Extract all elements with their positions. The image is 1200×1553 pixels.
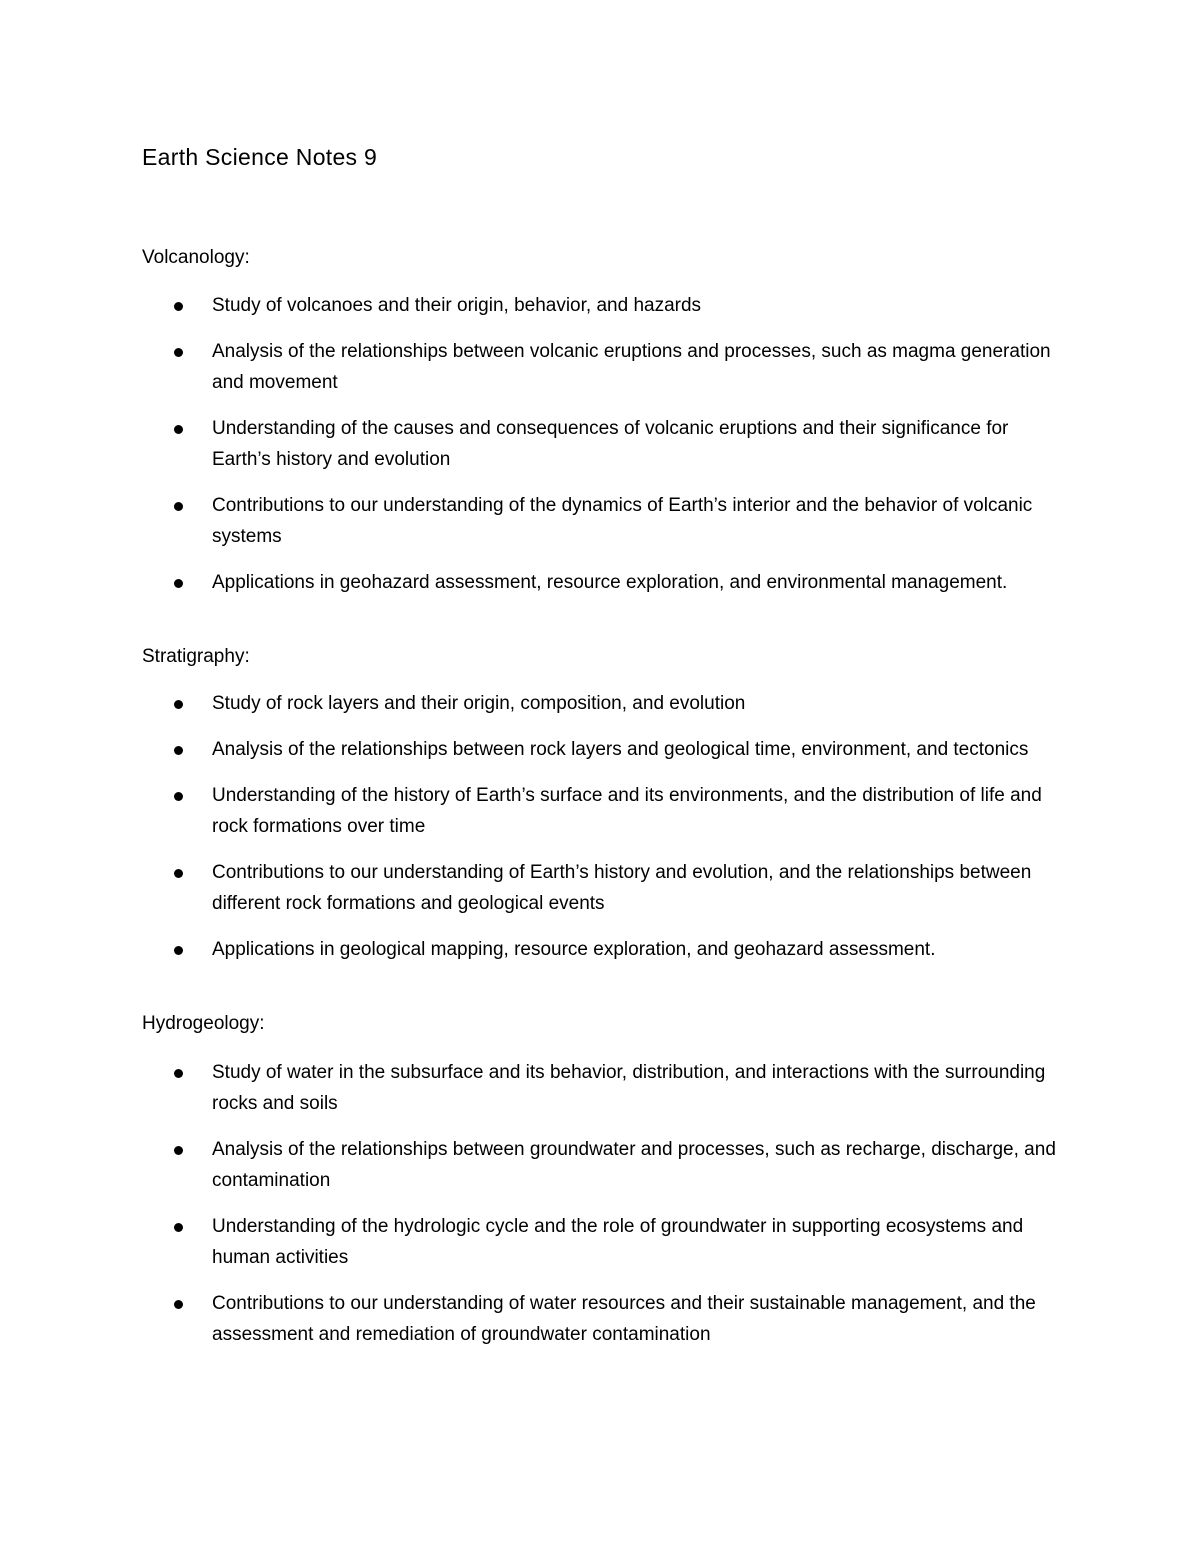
list-item: [0, 780, 1072, 842]
bullet-text: Study of volcanoes and their origin, behavior, and hazards: [212, 295, 702, 316]
bullet-icon: [174, 579, 183, 588]
list-item: [0, 857, 1072, 919]
bullet-text: Applications in geohazard assessment, resource exploration, and environmental management.: [212, 572, 1008, 593]
list-item: [0, 290, 1072, 321]
bullet-text: Understanding of the causes and consequences of volcanic eruptions and their significance for Earth’s history and evolution: [212, 418, 1009, 470]
list-item: [0, 1211, 1072, 1273]
list-item: [0, 1057, 1072, 1119]
list-item: [0, 413, 1072, 475]
section-heading-hydrogeology: Hydrogeology:: [142, 1013, 265, 1034]
bullet-icon: [174, 792, 183, 801]
section-heading-stratigraphy: Stratigraphy:: [142, 646, 250, 667]
bullet-icon: [174, 946, 183, 955]
bullet-text: Contributions to our understanding of water resources and their sustainable management, and the assessment and remediation of groundwater contamination: [212, 1293, 1036, 1345]
bullet-icon: [174, 348, 183, 357]
bullet-icon: [174, 1223, 183, 1232]
bullet-list-hydrogeology: [0, 1057, 1200, 1365]
bullet-text: Contributions to our understanding of the dynamics of Earth’s interior and the behavior of volcanic systems: [212, 495, 1033, 547]
bullet-text: Analysis of the relationships between rock layers and geological time, environment, and tectonics: [212, 739, 1029, 760]
bullet-icon: [174, 302, 183, 311]
bullet-list-volcanology: [0, 290, 1200, 613]
list-item: [0, 934, 1072, 965]
list-item: [0, 1134, 1072, 1196]
list-item: [0, 490, 1072, 552]
bullet-icon: [174, 746, 183, 755]
list-item: [0, 336, 1072, 398]
bullet-icon: [174, 1300, 183, 1309]
bullet-text: Understanding of the hydrologic cycle and the role of groundwater in supporting ecosystems and human activities: [212, 1216, 1024, 1268]
bullet-icon: [174, 1069, 183, 1078]
list-item: [0, 734, 1072, 765]
bullet-text: Contributions to our understanding of Earth’s history and evolution, and the relationships between different rock formations and geological events: [212, 862, 1032, 914]
bullet-text: Analysis of the relationships between groundwater and processes, such as recharge, discharge, and contamination: [212, 1139, 1056, 1191]
bullet-text: Study of water in the subsurface and its behavior, distribution, and interactions with the surrounding rocks and soils: [212, 1062, 1046, 1114]
bullet-text: Analysis of the relationships between volcanic eruptions and processes, such as magma generation and movement: [212, 341, 1051, 393]
bullet-text: Study of rock layers and their origin, composition, and evolution: [212, 693, 746, 714]
bullet-icon: [174, 502, 183, 511]
bullet-icon: [174, 869, 183, 878]
bullet-icon: [174, 1146, 183, 1155]
bullet-icon: [174, 425, 183, 434]
list-item: [0, 567, 1072, 598]
bullet-list-stratigraphy: [0, 688, 1200, 980]
list-item: [0, 1288, 1072, 1350]
list-item: [0, 688, 1072, 719]
bullet-icon: [174, 700, 183, 709]
section-heading-volcanology: Volcanology:: [142, 247, 250, 268]
bullet-text: Understanding of the history of Earth’s surface and its environments, and the distribution of life and rock formations over time: [212, 785, 1042, 837]
bullet-text: Applications in geological mapping, resource exploration, and geohazard assessment.: [212, 939, 936, 960]
document-title: Earth Science Notes 9: [142, 144, 378, 170]
